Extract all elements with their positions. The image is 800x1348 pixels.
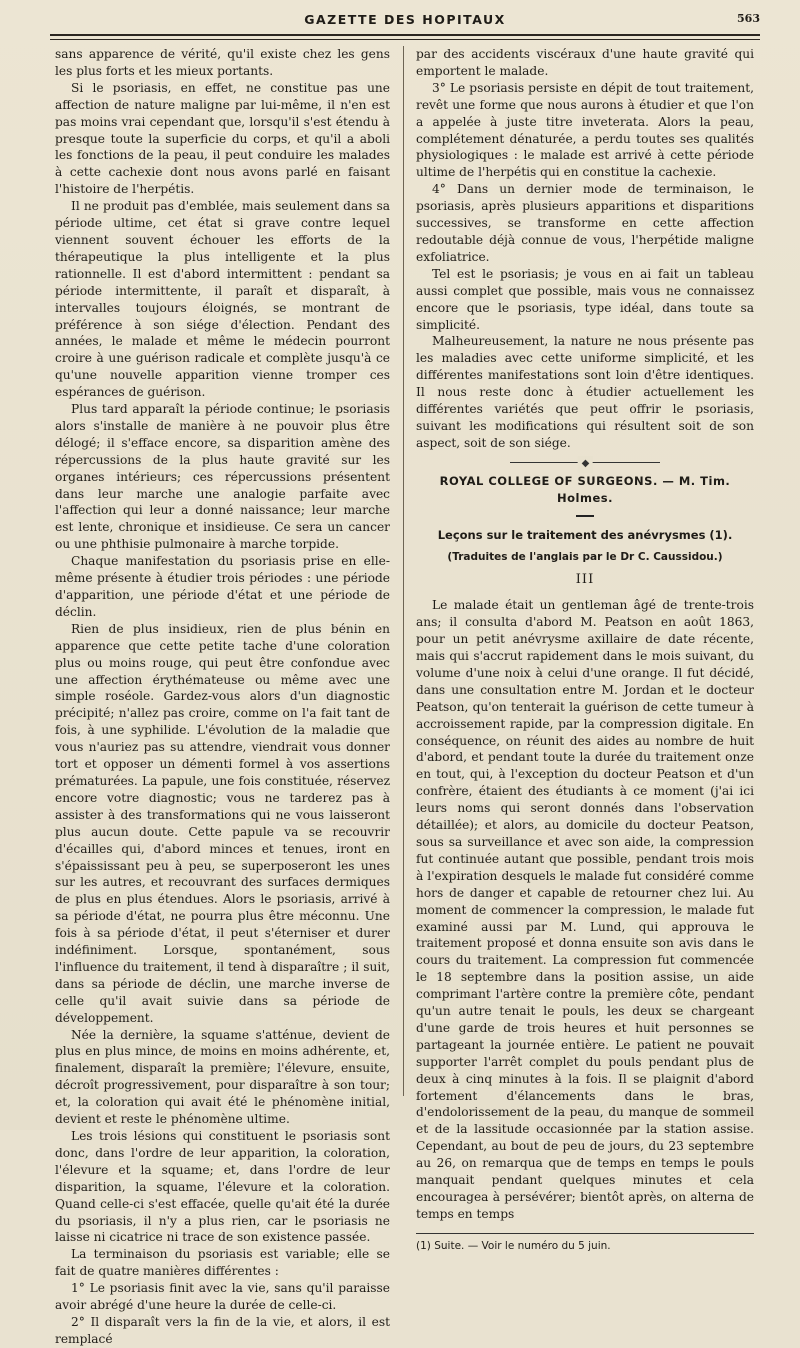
header-rule xyxy=(50,34,760,40)
ornament-separator: ◆ xyxy=(510,462,660,463)
paragraph: sans apparence de vérité, qu'il existe chez les gens les plus forts et les mieux portants. xyxy=(55,47,390,78)
paragraph: Malheureusement, la nature ne nous présente pas les maladies avec cette uniforme simplicité, et les différentes manifestations sont loin d'être identiques. Il nous reste donc à étudier actuellement les différentes variétés que peut offrir le psoriasis, suivant les modifications qui résultent soit de son aspect, soit de son siége. xyxy=(416,334,754,450)
left-column xyxy=(55,46,390,1348)
paragraph: 2° Il disparaît vers la fin de la vie, et alors, il est remplacé xyxy=(55,1314,390,1346)
paragraph: Si le psoriasis, en effet, ne constitue pas une affection de nature maligne par lui-même, il n'en est pas moins vrai cependant que, lorsqu'il s'est étendu à presque toute la superficie du corps, et qu'il a aboli les fonctions de la peau, il peut conduire les malades à cette cachexie dont nous avons parlé en faisant l'histoire de l'herpétis. xyxy=(55,80,390,197)
lecture-title: Leçons sur le traitement des anévrysmes (1). xyxy=(437,527,733,542)
paragraph: Les trois lésions qui constituent le psoriasis sont donc, dans l'ordre de leur apparition, la coloration, l'élevure et la squame; et, dans l'ordre de leur disparition, la squame, l'élevure et la coloration. Quand celle-ci s'est effacée, quelle qu'ait été la durée du psoriasis, il n'y a plus rien, car le psoriasis ne laisse ni cicatrice ni trace de son existence passée. xyxy=(55,1129,390,1245)
paragraph: Tel est le psoriasis; je vous en ai fait un tableau aussi complet que possible, mais vous ne connaissez encore que le psoriasis, type idéal, dans toute sa simplicité. xyxy=(416,266,754,332)
paragraph: par des accidents viscéraux d'une haute gravité qui emportent le malade. xyxy=(416,47,754,78)
paragraph: 4° Dans un dernier mode de terminaison, le psoriasis, après plusieurs apparitions et disparitions successives, se transforme en cette affection redoutable déjà connue de vous, l'herpétide maligne exfoliatrice. xyxy=(416,182,754,264)
lecture-number: III xyxy=(575,572,595,588)
paragraph: 3° Le psoriasis persiste en dépit de tout traitement, revêt une forme que nous aurons à étudier et que l'on a appelée à juste titre inveterata. Alors la peau, complétement dénaturée, a perdu toutes ses qualités physiologiques : le malade est arrivé à cette période ultime de l'herpétis qui en constitue la cachexie. xyxy=(416,80,754,180)
publication-title: GAZETTE DES HOPITAUX xyxy=(304,12,506,27)
paragraph: Plus tard apparaît la période continue; le psoriasis alors s'installe de manière à ne pouvoir plus être délogé; il s'efface encore, sa disparition amène des répercussions de la plus haute gravité sur les organes intérieurs; ces répercussions présentent dans leur marche une analogie parfaite avec l'affection qui leur a donné naissance; leur marche est lente, chronique et insidieuse. Ce sera un cancer ou une phthisie pulmonaire à marche torpide. xyxy=(55,402,390,552)
short-rule xyxy=(576,515,594,517)
paragraph: Rien de plus insidieux, rien de plus bénin en apparence que cette petite tache d'une coloration plus ou moins rouge, qui peut être confondue avec une affection érythémateuse ou même avec une simple roséole. Gardez-vous alors d'un diagnostic précipité; n'allez pas croire, comme on l'a fait tant de fois, à une syphilide. L'évolution de la maladie que vous n'auriez pas su attendre, viendrait vous donner tort et opposer un démenti formel à vos assertions prématurées. La papule, une fois constituée, réservez encore votre diagnostic; vous ne tarderez pas à assister à des transformations qui ne vous laisseront plus aucun doute. Cette papule va se recouvrir d'écailles qui, d'abord minces et tenues, iront en s'épaississant peu à peu, se superposeront les unes sur les autres, et recouvrant des surfaces dermiques de plus en plus étendues. Alors le psoriasis, arrivé à sa période d'état, ne pourra plus être méconnu. Une fois à sa période d'état, il peut s'éterniser et durer indéfiniment. Lorsque, spontanément, sous l'influence du traitement, il tend à disparaître ; il suit, dans sa période de déclin, une marche inverse de celle qu'il avait suivie dans sa période de développement. xyxy=(55,621,390,1025)
paragraph: Née la dernière, la squame s'atténue, devient de plus en plus mince, de moins en moins adhérente, et, finalement, disparaît la première; l'élevure, ensuite, décroît progressivement, pour disparaître à son tour; et, la coloration qui avait été le phénomène initial, devient et reste le phénomène ultime. xyxy=(55,1027,390,1127)
footnote-rule xyxy=(416,1233,754,1234)
paragraph: Chaque manifestation du psoriasis prise en elle-même présente à étudier trois périodes : une période d'apparition, une période d'état et une période de déclin. xyxy=(55,554,390,619)
paragraph: Il ne produit pas d'emblée, mais seulement dans sa période ultime, cet état si grave contre lequel viennent souvent échouer les efforts de la thérapeutique la plus intelligente et la plus rationnelle. Il est d'abord intermittent : pendant sa période intermittente, il paraît et disparaît, à intervalles toujours éloignés, se montrant de préférence à son siége d'élection. Pendant des années, le malade et même le médecin pourront croire à une guérison radicale et complète jusqu'à ce qu'une nouvelle apparition vienne tromper ces espérances de guérison. xyxy=(55,199,390,400)
paragraph: Le malade était un gentleman âgé de trente-trois ans; il consulta d'abord M. Peatson en août 1863, pour un petit anévrysme axillaire de date récente, mais qui s'accrut rapidement dans le mois suivant, du volume d'une noix à celui d'une orange. Il fut décidé, dans une consultation entre M. Jordan et le docteur Peatson, qu'on tenterait la guérison de cette tumeur à accroissement rapide, par la compression digitale. En conséquence, on réunit des aides au nombre de huit d'abord, et pendant toute la durée du traitement onze en tout, qui, à l'exception du docteur Peatson et d'un confrère, étaient des étudiants à ce moment (j'ai ici leurs noms qui seront donnés dans l'observation détaillée); et alors, au domicile du docteur Peatson, sous sa surveillance et avec son aide, la compression fut continuée autant que possible, pendant trois mois à l'expiration desquels le malade fut considéré comme hors de danger et capable de retourner chez lui. Au moment de commencer la compression, le malade fut examiné aussi par M. Lund, qui approuva le traitement proposé et donna ensuite son avis dans le cours du traitement. La compression fut commencée le 18 septembre dans la position assise, un aide comprimant l'artère contre la première côte, pendant qu'un autre tenait le pouls, les deux se chargeant d'une garde de trois heures et huit personnes se partageant la journée entière. Le patient ne pouvait supporter l'arrêt complet du pouls pendant plus de deux à cinq minutes à la fois. Il se plaignit d'abord fortement d'élancements dans le bras, d'endolorissement de la peau, du manque de sommeil et de la lassitude occasionnée par la station assise. Cependant, au bout de peu de jours, du 23 septembre au 26, on remarqua que de temps en temps le pouls manquait pendant quelques minutes et cela encouragea à persévérer; bientôt après, on alterna de temps en temps xyxy=(416,598,754,1221)
footnote: (1) Suite. — Voir le numéro du 5 juin. xyxy=(416,1239,611,1252)
right-column xyxy=(416,46,754,1255)
column-divider xyxy=(403,46,404,1096)
section-heading: ROYAL COLLEGE OF SURGEONS. — M. Tim. Holmes. xyxy=(439,473,731,505)
paragraph: 1° Le psoriasis finit avec la vie, sans qu'il paraisse avoir abrégé d'une heure la durée de celle-ci. xyxy=(55,1281,390,1313)
page-number: 563 xyxy=(737,12,760,25)
paragraph: La terminaison du psoriasis est variable; elle se fait de quatre manières différentes : xyxy=(55,1247,390,1279)
page-header xyxy=(50,8,760,34)
translator-credit: (Traduites de l'anglais par le Dr C. Caussidou.) xyxy=(447,551,723,564)
